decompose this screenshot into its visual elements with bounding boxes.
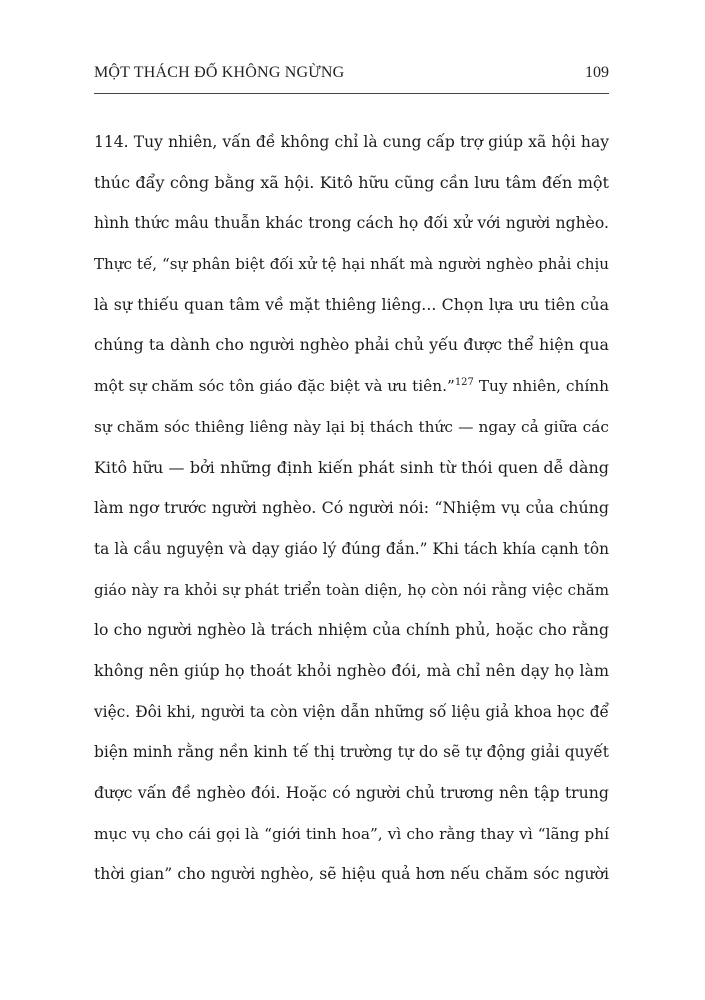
running-title: MỘT THÁCH ĐỐ KHÔNG NGỪNG [94, 64, 345, 81]
text-line: 114. Tuy nhiên, vấn đề không chỉ là cung cấp trợ giúp xã hội hay [94, 133, 609, 151]
text-line: mục vụ cho cái gọi là “giới tinh hoa”, vì cho rằng thay vì “lãng phí [94, 824, 609, 843]
text-line: ta là cầu nguyện và dạy giáo lý đúng đắn.” Khi tách khía cạnh tôn [94, 539, 609, 558]
text-line: làm ngơ trước người nghèo. Có người nói: “Nhiệm vụ của chúng [94, 498, 609, 518]
text-line: biện minh rằng nền kinh tế thị trường tự do sẽ tự động giải quyết [94, 743, 609, 762]
text-line: chúng ta dành cho người nghèo phải chủ yếu được thể hiện qua [94, 335, 609, 355]
text-line-with-footnote: một sự chăm sóc tôn giáo đặc biệt và ưu tiên.”$^{127}$ Tuy nhiên, chính [94, 377, 610, 396]
text-line: Thực tế, “sự phân biệt đối xử tệ hại nhất mà người nghèo phải chịu [94, 255, 609, 274]
body-paragraph [94, 122, 609, 895]
text-line: sự chăm sóc thiêng liêng này lại bị thách thức — ngay cả giữa các [94, 417, 609, 436]
text-line: giáo này ra khỏi sự phát triển toàn diện, họ còn nói rằng việc chăm [94, 580, 609, 599]
text-line: thời gian” cho người nghèo, sẽ hiệu quả hơn nếu chăm sóc người [94, 865, 609, 884]
text-line: không nên giúp họ thoát khỏi nghèo đói, mà chỉ nên dạy họ làm [94, 660, 609, 680]
running-header [94, 60, 609, 94]
text-line: lo cho người nghèo là trách nhiệm của chính phủ, hoặc cho rằng [94, 620, 609, 640]
text-line: là sự thiếu quan tâm về mặt thiêng liêng... Chọn lựa ưu tiên của [94, 294, 609, 314]
footnote-reference[interactable]: 127 [454, 377, 474, 389]
page-number: 109 [585, 64, 609, 81]
text-line: thúc đẩy công bằng xã hội. Kitô hữu cũng cần lưu tâm đến một [94, 172, 609, 192]
text-line: hình thức mâu thuẫn khác trong cách họ đối xử với người nghèo. [94, 213, 609, 233]
text-line: việc. Đôi khi, người ta còn viện dẫn những số liệu giả khoa học để [94, 702, 609, 721]
text-line: được vấn đề nghèo đói. Hoặc có người chủ trương nên tập trung [94, 783, 609, 802]
text-line: Kitô hữu — bởi những định kiến phát sinh từ thói quen dễ dàng [94, 457, 609, 477]
